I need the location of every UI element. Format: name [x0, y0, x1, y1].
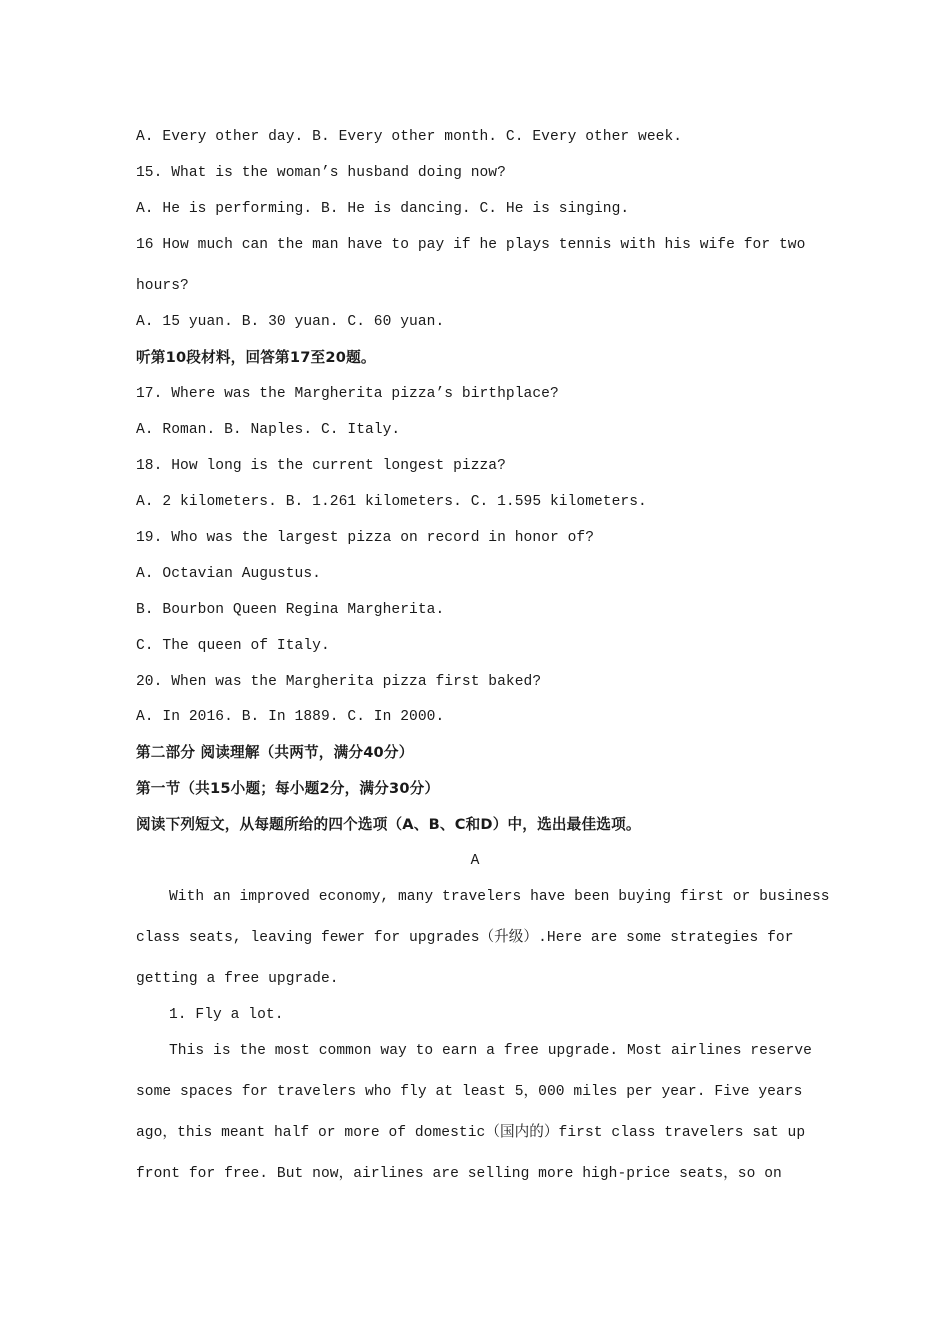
question-19: 19. Who was the largest pizza on record in honor of? — [136, 530, 594, 546]
question-16-continued: hours? — [136, 278, 189, 294]
question-18: 18. How long is the current longest pizza? — [136, 458, 506, 474]
passage-line: ago，this meant half or more of domestic（国内的）first class travelers sat up — [136, 1125, 806, 1141]
question-16: 16 How much can the man have to pay if he plays tennis with his wife for two — [136, 237, 806, 253]
answer-option-19-c: C. The queen of Italy. — [136, 638, 330, 654]
section-one-heading: 第一节（共15小题；每小题2分，满分30分） — [136, 780, 440, 797]
answer-options-17: A. Roman. B. Naples. C. Italy. — [136, 422, 401, 438]
passage-line: getting a free upgrade. — [136, 971, 339, 987]
passage-line: class seats, leaving fewer for upgrades（升级）.Here are some strategies for — [136, 930, 794, 946]
answer-options-18: A. 2 kilometers. B. 1.261 kilometers. C. 1.595 kilometers. — [136, 494, 647, 510]
passage-line: This is the most common way to earn a free upgrade. Most airlines reserve — [169, 1043, 812, 1059]
question-15: 15. What is the woman’s husband doing now? — [136, 165, 506, 181]
passage-title: A — [470, 853, 480, 869]
answer-options-16: A. 15 yuan. B. 30 yuan. C. 60 yuan. — [136, 314, 445, 330]
answer-options-15: A. He is performing. B. He is dancing. C. He is singing. — [136, 201, 630, 217]
question-20: 20. When was the Margherita pizza first baked? — [136, 674, 542, 690]
passage-line: front for free. But now，airlines are selling more high-price seats，so on — [136, 1166, 782, 1182]
strategy-heading-1: 1. Fly a lot. — [169, 1007, 284, 1023]
reading-instruction: 阅读下列短文，从每题所给的四个选项（A、B、C和D）中，选出最佳选项。 — [136, 816, 641, 833]
passage-line: some spaces for travelers who fly at least 5，000 miles per year. Five years — [136, 1084, 803, 1100]
question-17: 17. Where was the Margherita pizza’s birthplace? — [136, 386, 559, 402]
passage-line: With an improved economy, many travelers have been buying first or business — [169, 889, 830, 905]
answer-options-20: A. In 2016. B. In 1889. C. In 2000. — [136, 709, 445, 725]
answer-options-14: A. Every other day. B. Every other month. C. Every other week. — [136, 129, 683, 145]
section-instruction-material-10: 听第10段材料，回答第17至20题。 — [136, 349, 376, 366]
answer-option-19-b: B. Bourbon Queen Regina Margherita. — [136, 602, 445, 618]
part-two-heading: 第二部分 阅读理解（共两节，满分40分） — [136, 744, 414, 761]
answer-option-19-a: A. Octavian Augustus. — [136, 566, 321, 582]
